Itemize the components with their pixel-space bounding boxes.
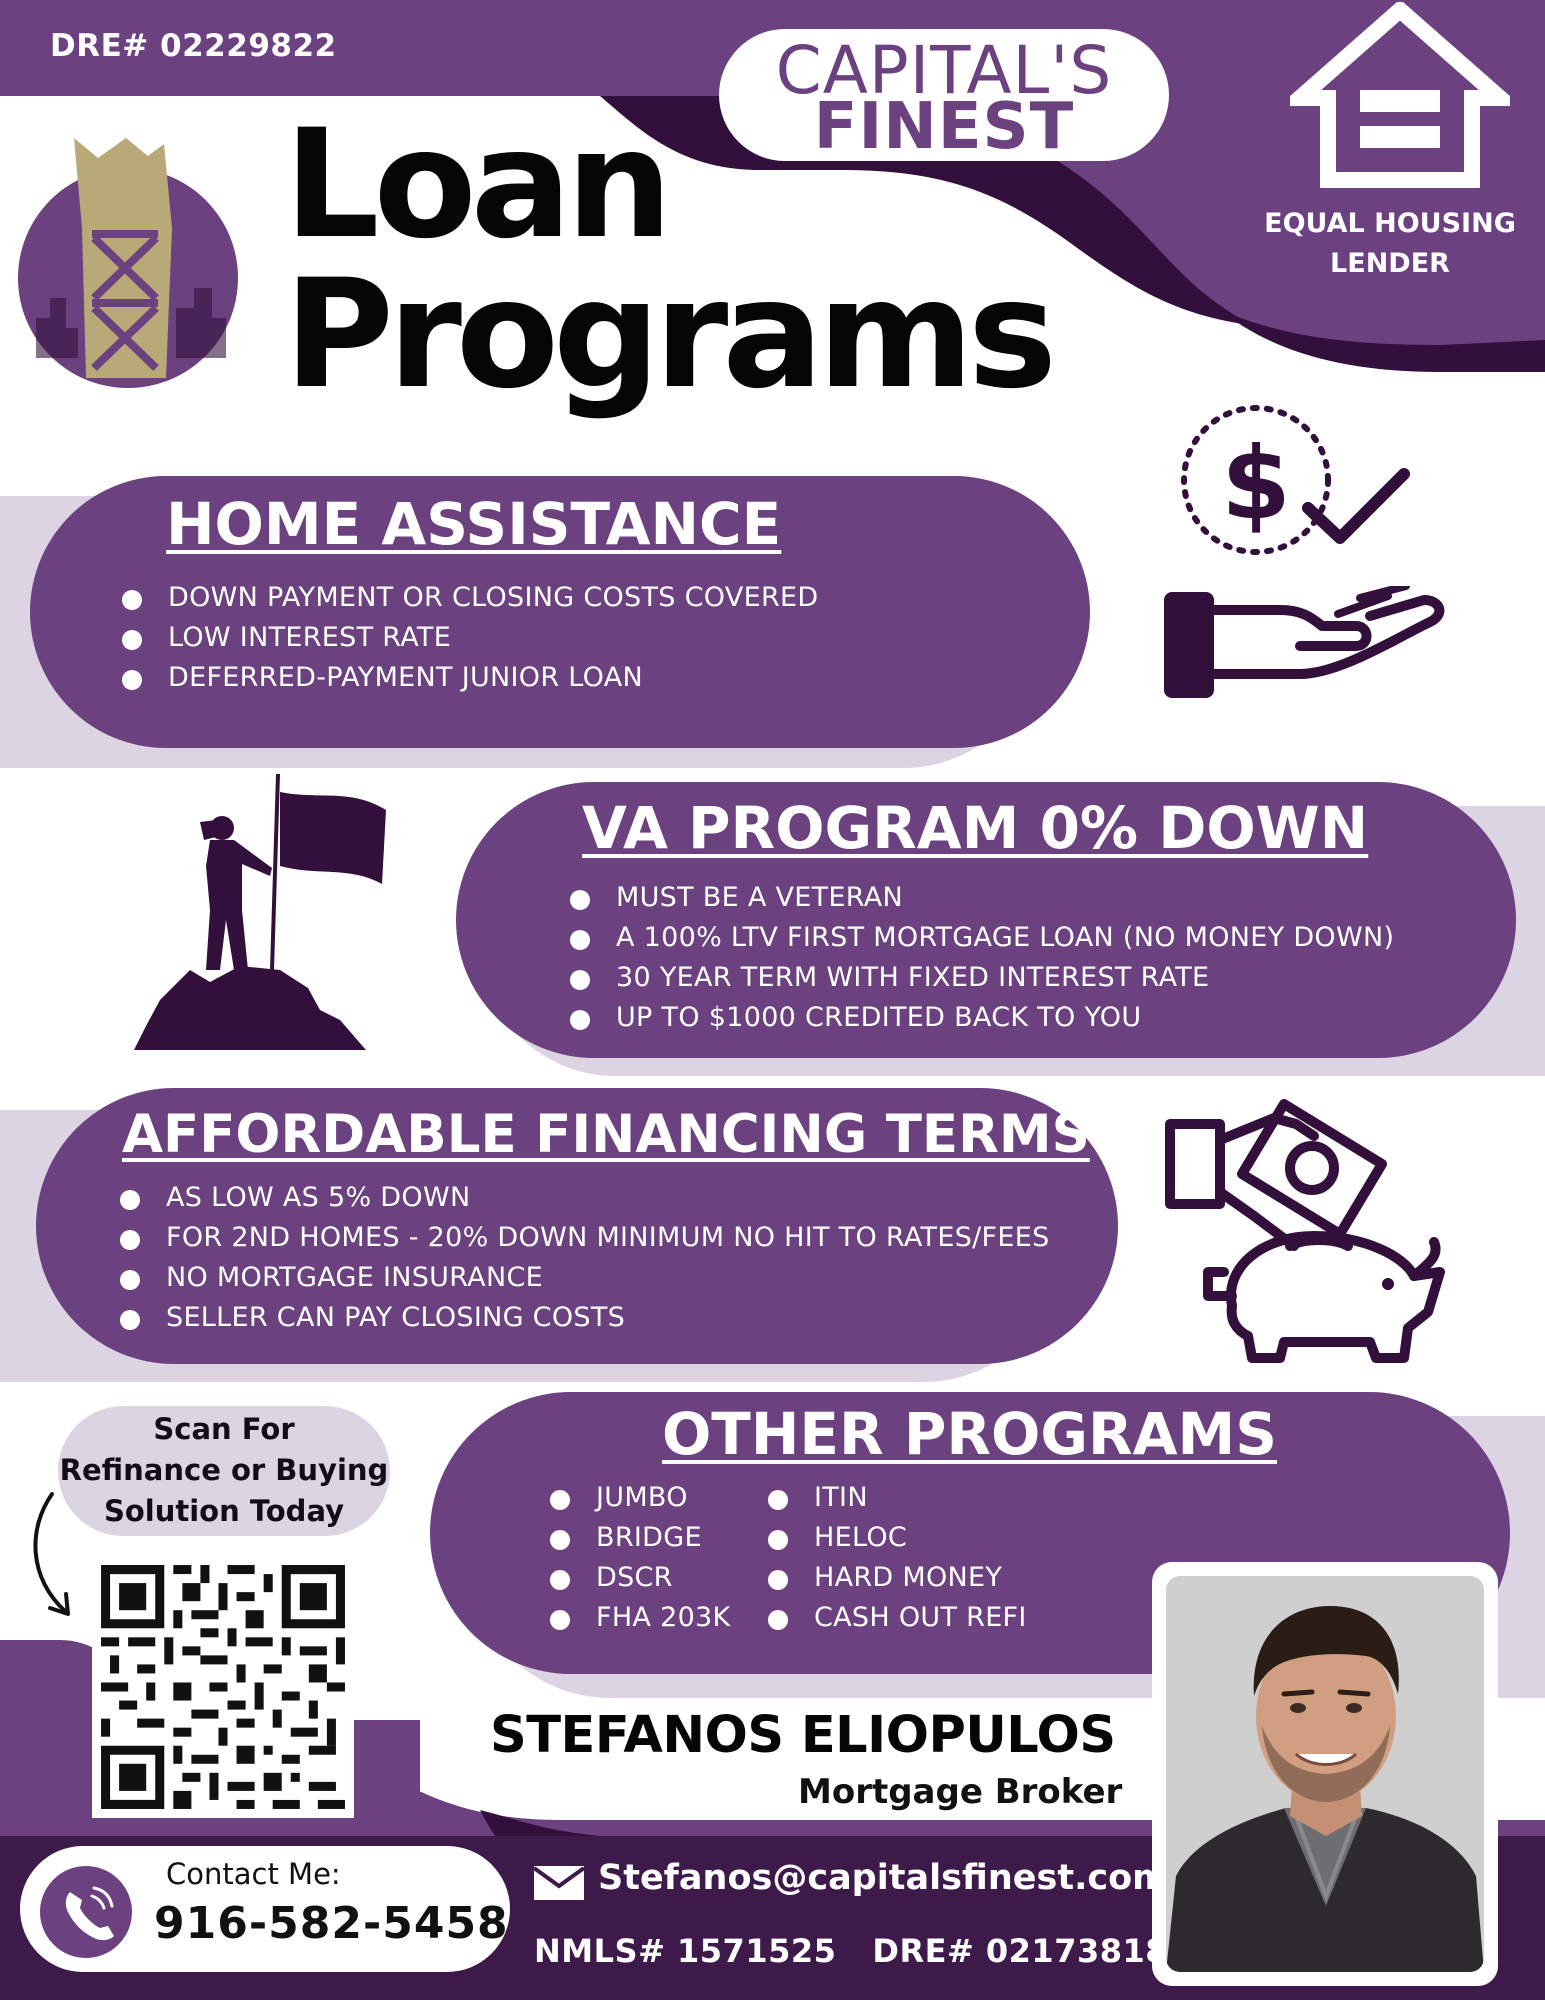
list-item: MUST BE A VETERAN [570,878,1394,918]
equal-housing-line-1: EQUAL HOUSING [1264,208,1516,239]
agent-name: STEFANOS ELIOPULOS [490,1706,1116,1765]
list-item: JUMBO [550,1478,731,1518]
agent-portrait [1166,1576,1484,1972]
open-hand-icon [1160,586,1450,706]
other-programs-list-2 [768,1478,1027,1638]
list-item: 30 YEAR TERM WITH FIXED INTEREST RATE [570,958,1394,998]
home-assistance-list [122,578,818,698]
nmls-number: NMLS# 1571525 [534,1932,837,1970]
list-item: DSCR [550,1558,731,1598]
page-title [284,98,1052,422]
va-program-heading: VA PROGRAM 0% DOWN [582,794,1369,862]
list-item: DOWN PAYMENT OR CLOSING COSTS COVERED [122,578,818,618]
agent-role: Mortgage Broker [798,1772,1123,1812]
affordable-heading: AFFORDABLE FINANCING TERMS [122,1104,1090,1165]
agent-photo [1166,1576,1484,1972]
list-item: FOR 2ND HOMES - 20% DOWN MINIMUM NO HIT TO RATES/FEES [120,1218,1050,1258]
list-item: NO MORTGAGE INSURANCE [120,1258,1050,1298]
list-item: HARD MONEY [768,1558,1027,1598]
dre-number-top: DRE# 02229822 [50,28,337,64]
other-programs-heading: OTHER PROGRAMS [662,1400,1278,1468]
contact-email[interactable]: Stefanos@capitalsfinest.com [598,1858,1169,1898]
scan-line-3: Solution Today [103,1494,345,1528]
list-item: A 100% LTV FIRST MORTGAGE LOAN (NO MONEY DOWN) [570,918,1394,958]
contact-phone[interactable]: 916-582-5458 [154,1898,509,1949]
dre-number: DRE# 02173818 [872,1932,1169,1970]
home-assistance-heading: HOME ASSISTANCE [166,490,782,558]
scan-line-1: Scan For [153,1412,295,1446]
title-line-1: Loan [284,98,667,272]
list-item: UP TO $1000 CREDITED BACK TO YOU [570,998,1394,1038]
list-item: AS LOW AS 5% DOWN [120,1178,1050,1218]
title-line-2: Programs [284,248,1052,422]
list-item: FHA 203K [550,1598,731,1638]
affordable-list [120,1178,1050,1338]
scan-callout [58,1406,390,1536]
qr-code[interactable] [92,1556,354,1818]
soldier-flag-icon [130,770,390,1052]
phone-icon [40,1866,132,1958]
list-item: CASH OUT REFI [768,1598,1027,1638]
scan-line-2: Refinance or Buying [59,1453,389,1487]
tower-bridge-icon [16,128,246,388]
va-program-list [570,878,1394,1038]
list-item: BRIDGE [550,1518,731,1558]
list-item: LOW INTEREST RATE [122,618,818,658]
equal-housing-icon [1290,2,1510,192]
qr-code-pattern [92,1556,354,1818]
other-programs-list-1 [550,1478,731,1638]
license-numbers [534,1932,1168,1970]
equal-housing-text [1260,204,1520,284]
list-item: DEFERRED-PAYMENT JUNIOR LOAN [122,658,818,698]
dollar-check-icon [1168,398,1418,568]
svg-text:$: $ [1221,425,1291,542]
arrow-icon [22,1488,82,1622]
money-piggy-bank-icon [1164,1096,1446,1366]
equal-housing-line-2: LENDER [1330,248,1450,279]
logo-line-2: FINEST [813,90,1075,164]
list-item: HELOC [768,1518,1027,1558]
list-item: SELLER CAN PAY CLOSING COSTS [120,1298,1050,1338]
contact-label: Contact Me: [166,1857,341,1891]
logo-line-1: CAPITAL'S [775,32,1113,109]
mail-icon [532,1864,586,1902]
list-item: ITIN [768,1478,1027,1518]
